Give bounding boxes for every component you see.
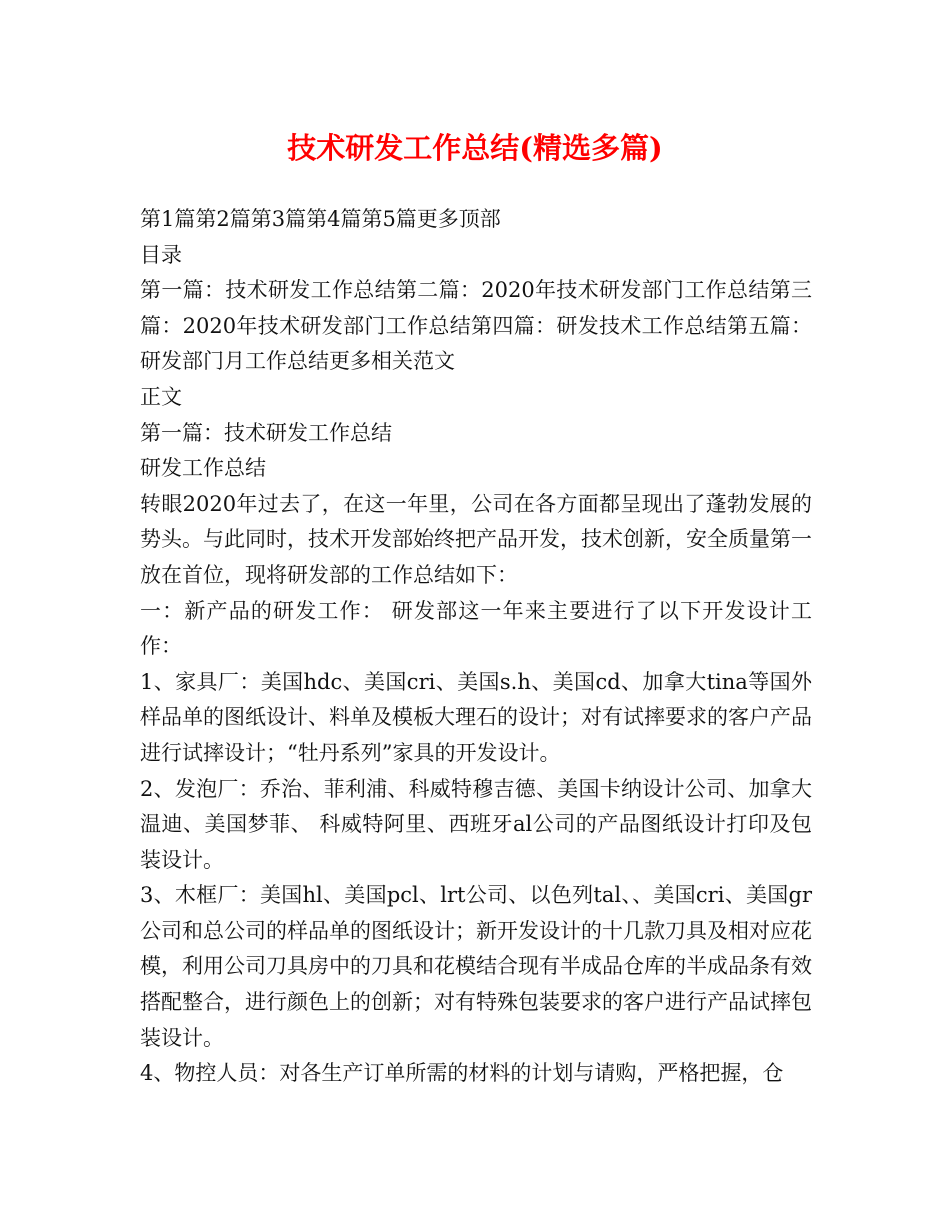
chapter-heading: 第一篇：技术研发工作总结 (140, 420, 392, 445)
paragraph: 一：新产品的研发工作： 研发部这一年来主要进行了以下开发设计工作： (140, 598, 812, 659)
paragraph: 转眼2020年过去了，在这一年里，公司在各方面都呈现出了蓬勃发展的势头。与此同时，技术开发部始终把产品开发，技术创新，安全质量第一放在首位，现将研发部的工作总结如下： (140, 491, 812, 587)
body-heading: 正文 (140, 384, 182, 409)
paragraph: 3、木框厂：美国hl、美国pcl、lrt公司、以色列tal、、美国cri、美国gr公司和总公司的样品单的图纸设计；新开发设计的十几款刀具及相对应花模，利用公司刀具房中的刀具和花模结合现有半成品仓库的半成品条有效搭配整合，进行颜色上的创新；对有特殊包装要求的客户进行产品试摔包装设计。 (140, 883, 812, 1050)
toc-list: 第一篇：技术研发工作总结第二篇：2020年技术研发部门工作总结第三篇：2020年技术研发部门工作总结第四篇：研发技术工作总结第五篇：研发部门月工作总结更多相关范文 (140, 278, 812, 374)
document-body (140, 202, 812, 1092)
document-title: 技术研发工作总结(精选多篇) (287, 131, 663, 165)
paragraph: 1、家具厂：美国hdc、美国cri、美国s.h、美国cd、加拿大tina等国外样品单的图纸设计、料单及模板大理石的设计；对有试摔要求的客户产品进行试摔设计；“牡丹系列”家具的开发设计。 (140, 669, 812, 765)
section-nav-links: 第1篇第2篇第3篇第4篇第5篇更多顶部 (140, 207, 501, 231)
paragraph: 2、发泡厂：乔治、菲利浦、科威特穆吉德、美国卡纳设计公司、加拿大温迪、美国梦菲、 科威特阿里、西班牙al公司的产品图纸设计打印及包装设计。 (140, 776, 812, 872)
paragraph: 4、物控人员：对各生产订单所需的材料的计划与请购，严格把握，仓 (140, 1061, 784, 1086)
toc-heading: 目录 (140, 242, 182, 267)
section-subtitle: 研发工作总结 (140, 456, 266, 481)
